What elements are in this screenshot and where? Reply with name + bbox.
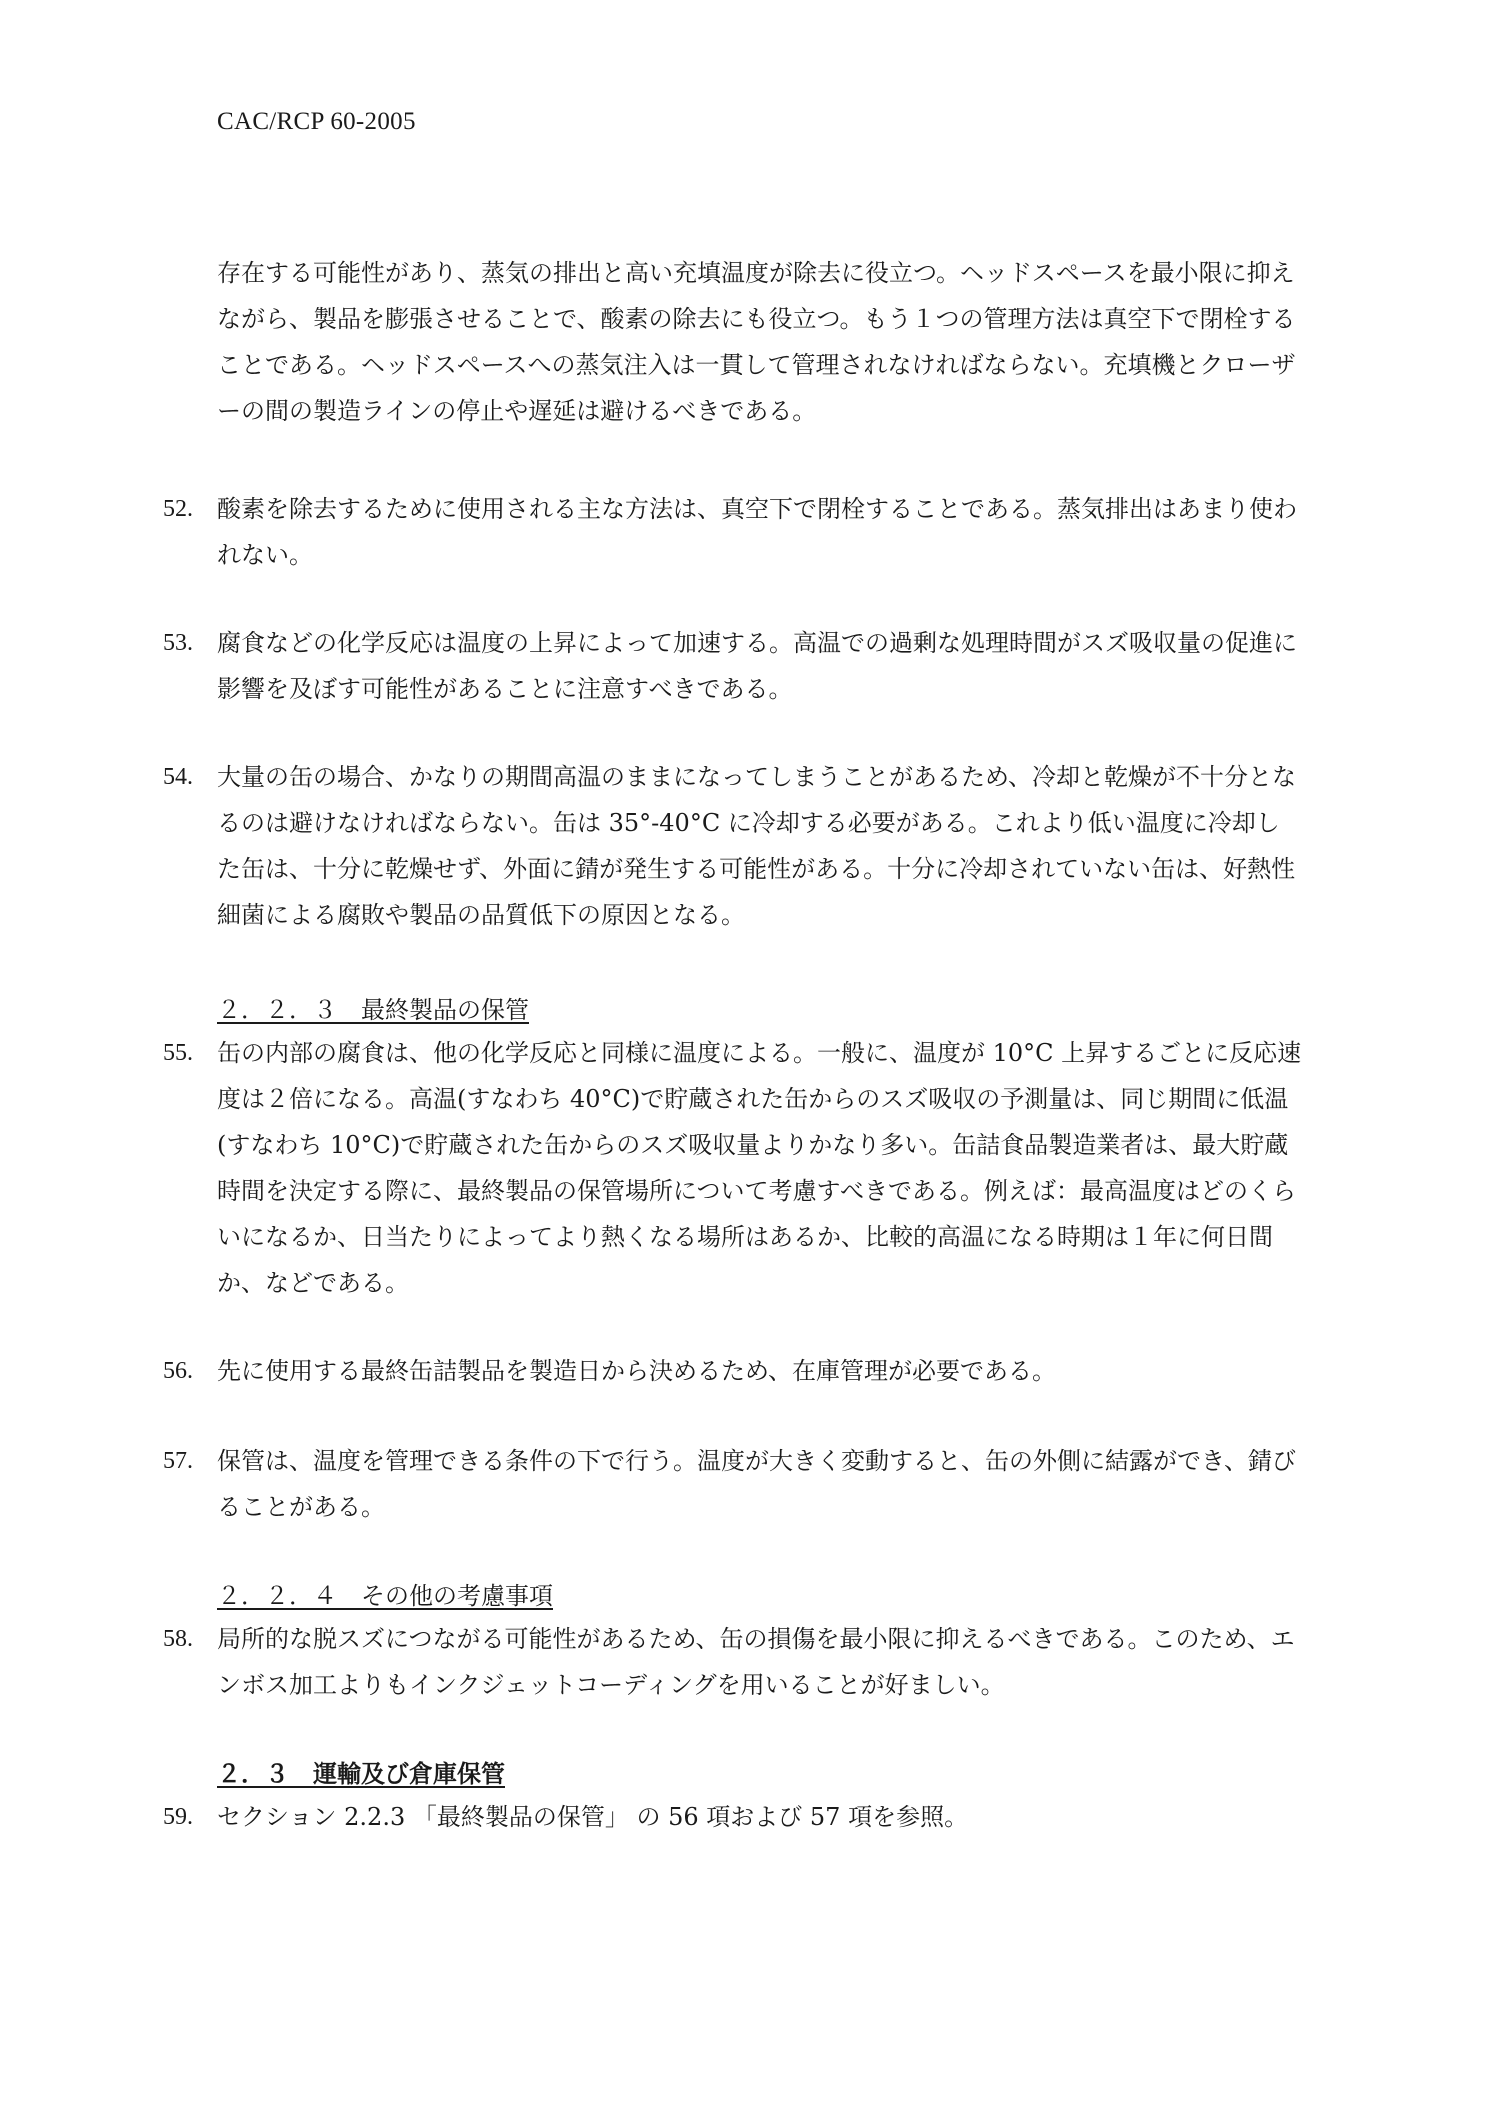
item-number: 58. [163, 1626, 193, 1652]
item-number: 56. [163, 1358, 193, 1384]
item-text: 局所的な脱スズにつながる可能性があるため、缶の損傷を最小限に抑えるべきである。このため、エンボス加工よりもインクジェットコーディングを用いることが好ましい。 [217, 1625, 1295, 1699]
intro-paragraph: 存在する可能性があり、蒸気の排出と高い充填温度が除去に役立つ。ヘッドスペースを最小限に抑えながら、製品を膨張させることで、酸素の除去にも役立つ。もう１つの管理方法は真空下で閉栓することである。ヘッドスペースへの蒸気注入は一貫して管理されなければならない。充填機とクローザーの間の製造ラインの停止や遅延は避けるべきである。 [217, 259, 1296, 425]
list-item [163, 1348, 1302, 1394]
heading-text: ２．３ 運輸及び倉庫保管 [217, 1759, 505, 1788]
list-item [163, 620, 1302, 712]
list-item [163, 486, 1302, 578]
section-heading-2-3 [217, 1754, 505, 1794]
item-number: 53. [163, 630, 193, 656]
list-item [163, 754, 1302, 938]
list-item [163, 1794, 1302, 1840]
item-number: 59. [163, 1804, 193, 1830]
item-number: 54. [163, 764, 193, 790]
item-text: セクション 2.2.3 「最終製品の保管」 の 56 項および 57 項を参照。 [217, 1803, 969, 1831]
list-item [163, 1438, 1302, 1530]
item-text: 先に使用する最終缶詰製品を製造日から決めるため、在庫管理が必要である。 [217, 1357, 1057, 1385]
item-number: 55. [163, 1040, 193, 1066]
item-number: 52. [163, 496, 193, 522]
item-text: 腐食などの化学反応は温度の上昇によって加速する。高温での過剰な処理時間がスズ吸収量の促進に影響を及ぼす可能性があることに注意すべきである。 [217, 629, 1297, 703]
item-text: 保管は、温度を管理できる条件の下で行う。温度が大きく変動すると、缶の外側に結露ができ、錆びることがある。 [217, 1447, 1297, 1521]
document-code-header: CAC/RCP 60-2005 [217, 108, 416, 135]
section-heading-2-2-4 [217, 1576, 553, 1616]
section-heading-2-2-3 [217, 990, 529, 1030]
item-text: 酸素を除去するために使用される主な方法は、真空下で閉栓することである。蒸気排出はあまり使われない。 [217, 495, 1297, 569]
list-item [163, 1616, 1302, 1708]
heading-text: ２．２．３ 最終製品の保管 [217, 996, 529, 1024]
item-text: 缶の内部の腐食は、他の化学反応と同様に温度による。一般に、温度が 10°C 上昇するごとに反応速度は２倍になる。高温(すなわち 40°C)で貯蔵された缶からのスズ吸収の予測量は、同じ期間に低温(すなわち 10°C)で貯蔵された缶からのスズ吸収量よりかなり多い。缶詰食品製造業者は、最大貯蔵時間を決定する際に、最終製品の保管場所について考慮すべきである。例えば：最高温度はどのくらいになるか、日当たりによってより熱くなる場所はあるか、比較的高温になる時期は１年に何日間か、などである。 [217, 1039, 1302, 1297]
list-item [163, 1030, 1302, 1306]
item-number: 57. [163, 1448, 193, 1474]
heading-text: ２．２．４ その他の考慮事項 [217, 1582, 553, 1610]
item-text: 大量の缶の場合、かなりの期間高温のままになってしまうことがあるため、冷却と乾燥が不十分となるのは避けなければならない。缶は 35°-40°C に冷却する必要がある。これより低い温度に冷却した缶は、十分に乾燥せず、外面に錆が発生する可能性がある。十分に冷却されていない缶は、好熱性細菌による腐敗や製品の品質低下の原因となる。 [217, 763, 1297, 929]
